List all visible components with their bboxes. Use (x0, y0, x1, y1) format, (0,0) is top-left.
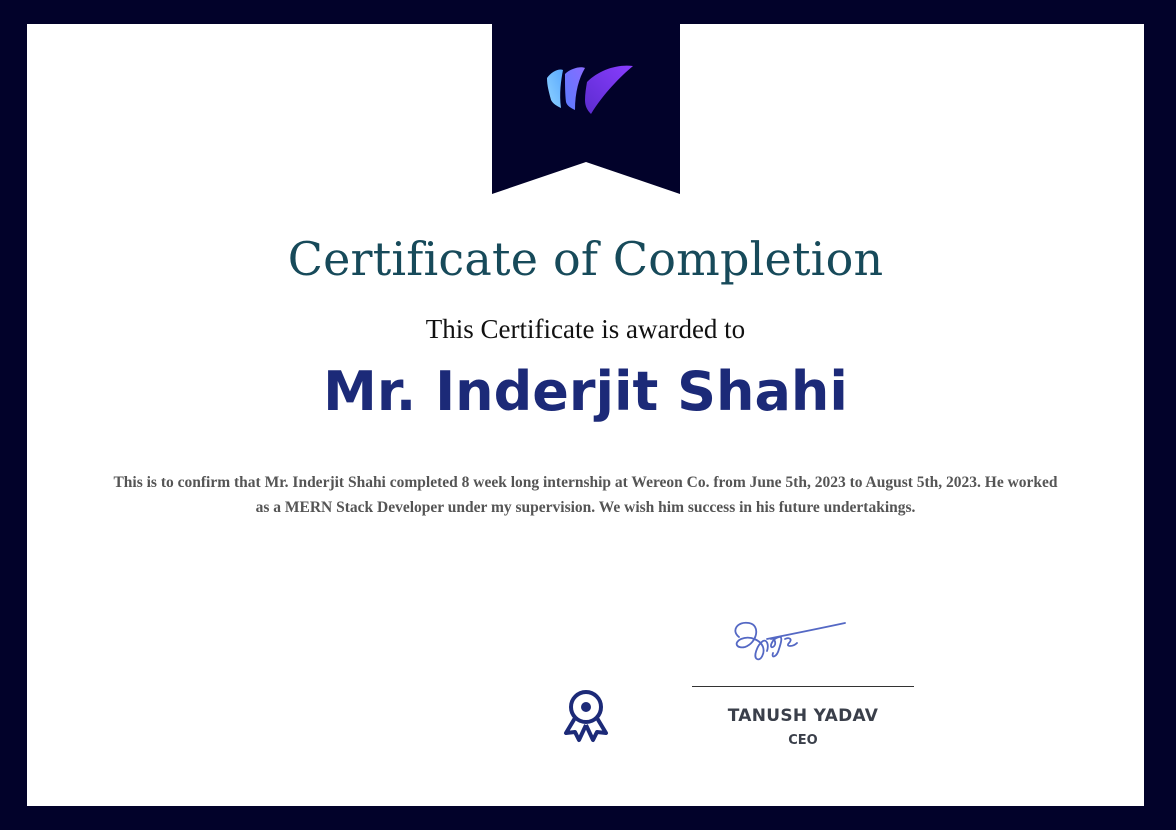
signature-image (727, 609, 852, 669)
signer-name: TANUSH YADAV (727, 706, 879, 726)
company-logo-icon (541, 60, 637, 122)
signature-line (692, 686, 914, 687)
award-ribbon-icon (558, 687, 614, 743)
certificate-title: Certificate of Completion (287, 232, 884, 286)
certificate-paper (27, 24, 1144, 806)
certificate-body: This is to confirm that Mr. Inderjit Shahi completed 8 week long internship at Wereon Co. from June 5th, 2023 to August 5th, 2023. He worked as a MERN Stack Developer under my supervision. We wish him success in his future undertakings. (113, 474, 1058, 516)
recipient-name: Mr. Inderjit Shahi (323, 360, 848, 423)
signer-title: CEO (788, 733, 818, 748)
awarded-to-label: This Certificate is awarded to (425, 314, 746, 344)
